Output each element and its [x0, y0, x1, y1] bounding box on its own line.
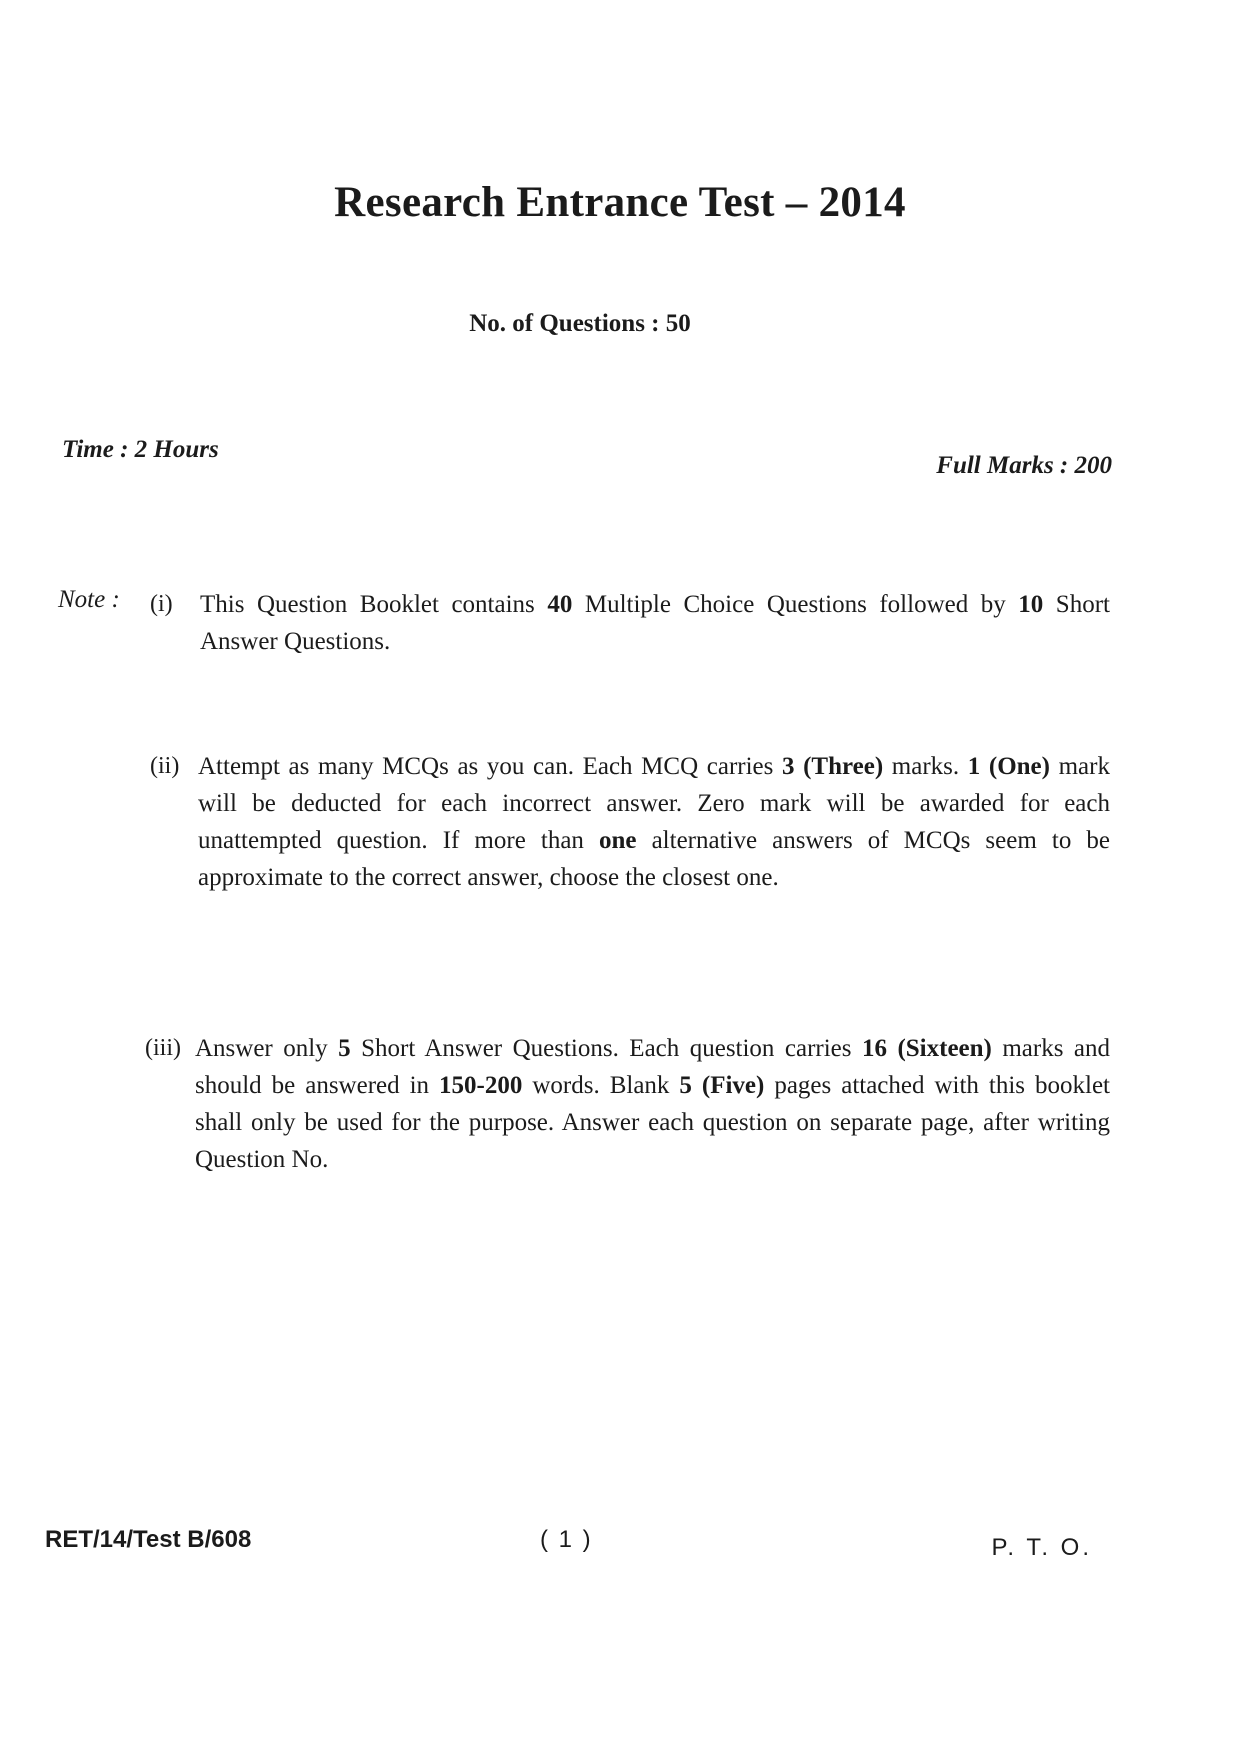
note-text-run: Multiple Choice Questions followed by — [572, 591, 1019, 618]
note-label: Note : — [58, 586, 120, 613]
note-item-number: (iii) — [145, 1035, 181, 1061]
note-item-2 — [150, 748, 1110, 896]
question-count: No. of Questions : 50 — [469, 310, 691, 337]
note-item-number: (ii) — [150, 753, 180, 779]
note-emphasis: 1 (One) — [967, 753, 1050, 780]
full-marks: Full Marks : 200 — [936, 452, 1112, 479]
note-text-run: Attempt as many MCQs as you can. Each MCQ carries — [198, 753, 782, 780]
note-text-run: alternative answers of MCQs seem to be approximate to the correct answer, choose the closest one. — [198, 827, 1110, 891]
note-emphasis: one — [599, 827, 637, 854]
note-item-3 — [145, 1030, 1110, 1178]
note-item-text — [195, 1030, 1110, 1178]
note-text-run: This Question Booklet contains — [200, 591, 548, 618]
note-text-run: marks and should be answered in — [195, 1035, 1110, 1099]
booklet-code: RET/14/Test B/608 — [45, 1526, 252, 1553]
page-title: Research Entrance Test – 2014 — [334, 179, 906, 226]
note-emphasis: 40 — [547, 591, 573, 618]
note-text-run: marks. — [883, 753, 968, 780]
note-text-run: Short Answer Questions. — [200, 591, 1110, 655]
note-item-text — [198, 748, 1110, 896]
time-allowed: Time : 2 Hours — [62, 436, 219, 463]
note-text-run: pages attached with this booklet shall only be used for the purpose. Answer each question on separate page, after writing Question No. — [195, 1072, 1110, 1173]
note-text-run: words. Blank — [522, 1072, 680, 1099]
note-text-run: Short Answer Questions. Each question carries — [350, 1035, 862, 1062]
note-emphasis: 10 — [1018, 591, 1044, 618]
note-item-1 — [150, 586, 1110, 660]
note-emphasis: 150-200 — [439, 1072, 523, 1099]
note-text-run: mark will be deducted for each incorrect answer. Zero mark will be awarded for each unattempted question. If more than — [198, 753, 1110, 854]
note-text-run: Answer only — [195, 1035, 339, 1062]
note-emphasis: 3 (Three) — [781, 753, 884, 780]
page-number: ( 1 ) — [540, 1526, 593, 1553]
note-item-number: (i) — [150, 591, 173, 617]
please-turn-over: P. T. O. — [991, 1534, 1092, 1561]
note-item-text — [200, 586, 1110, 660]
note-emphasis: 16 (Sixteen) — [861, 1035, 992, 1062]
note-emphasis: 5 — [338, 1035, 351, 1062]
note-emphasis: 5 (Five) — [679, 1072, 765, 1099]
